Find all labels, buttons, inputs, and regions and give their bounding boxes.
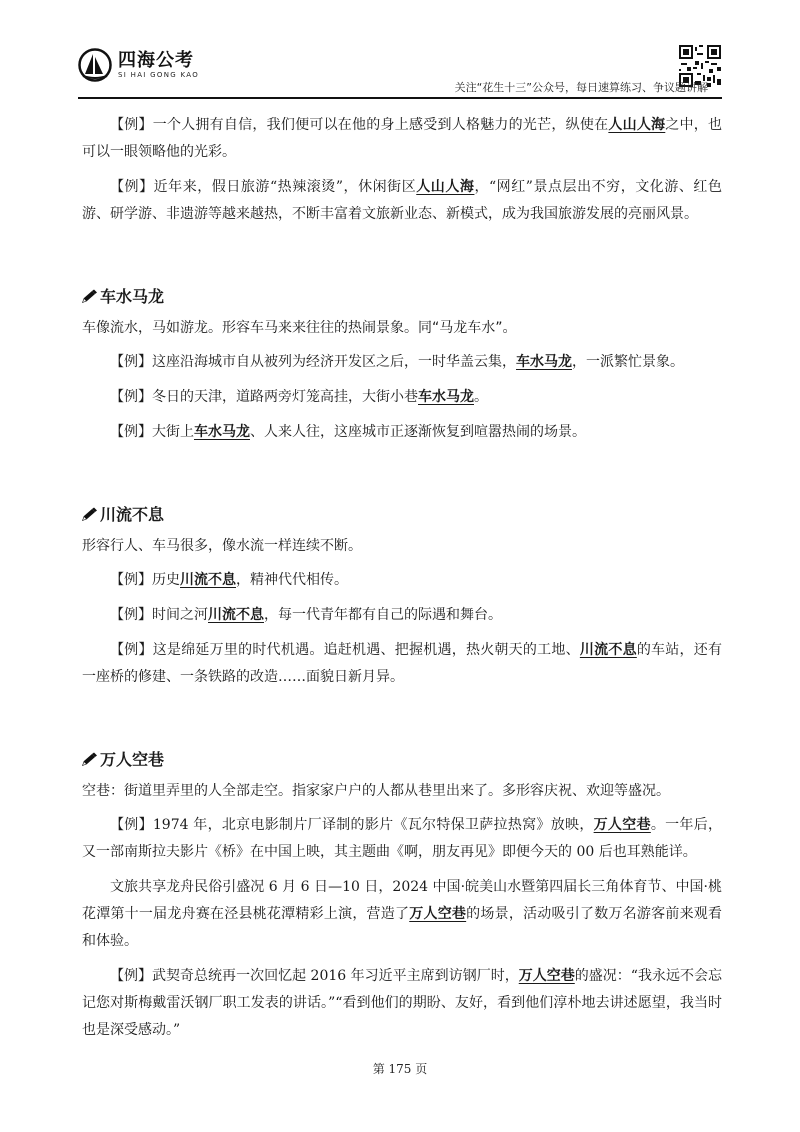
idiom-keyword: 万人空巷	[518, 968, 575, 984]
example-sentence: 【例】这是绵延万里的时代机遇。追赶机遇、把握机遇，热火朝天的工地、川流不息的车站，还有一座桥的修建、一条铁路的改造……面貌日新月异。	[82, 642, 723, 685]
idiom-keyword: 川流不息	[579, 642, 637, 658]
brand-subtitle: SI HAI GONG KAO	[118, 70, 200, 79]
header-divider	[78, 97, 722, 99]
example-sentence: 文旅共享龙舟民俗引盛况 6 月 6 日—10 日，2024 中国·皖美山水暨第四届长三角体育节、中国·桃花潭第十一届龙舟赛在泾县桃花潭精彩上演，营造了万人空巷的场景，活动吸引了数万名游客前来观看和体验。	[82, 879, 723, 949]
example-sentence: 【例】武契奇总统再一次回忆起 2016 年习近平主席到访钢厂时，万人空巷的盛况：“我永远不会忘记您对斯梅戴雷沃钢厂职工发表的讲话。”“看到他们的期盼、友好，看到他们淳朴地去讲述愿望，我当时也是深受感动。”	[82, 968, 722, 1038]
page-header	[0, 0, 800, 100]
example-sentence: 【例】这座沿海城市自从被列为经济开发区之后，一时华盖云集，车水马龙，一派繁忙景象。	[110, 354, 684, 370]
idiom-keyword: 川流不息	[208, 607, 264, 623]
pencil-icon	[82, 289, 98, 303]
idiom-definition: 形容行人、车马很多，像水流一样连续不断。	[82, 538, 362, 554]
page-number: 第 175 页	[372, 1062, 428, 1076]
example-sentence: 【例】一个人拥有自信，我们便可以在他的身上感受到人格魅力的光芒，纵使在人山人海之中，也可以一眼领略他的光彩。	[82, 117, 723, 160]
idiom-heading	[82, 502, 722, 525]
page-content	[82, 112, 722, 1044]
idiom-heading	[82, 747, 722, 770]
idiom-keyword: 车水马龙	[516, 354, 572, 370]
idiom-title: 车水马龙	[100, 287, 165, 306]
idiom-keyword: 川流不息	[180, 572, 236, 588]
idiom-title: 川流不息	[100, 505, 165, 524]
pencil-icon	[82, 752, 98, 766]
idiom-definition: 车像流水，马如游龙。形容车马来来往往的热闹景象。同“马龙车水”。	[82, 320, 517, 336]
pencil-icon	[82, 507, 98, 521]
example-sentence: 【例】冬日的天津，道路两旁灯笼高挂，大街小巷车水马龙。	[110, 389, 488, 405]
idiom-definition: 空巷：街道里弄里的人全部走空。指家家户户的人都从巷里出来了。多形容庆祝、欢迎等盛况。	[82, 783, 670, 799]
brand-logo	[78, 48, 199, 82]
idiom-title: 万人空巷	[100, 750, 165, 769]
idiom-keyword: 万人空巷	[593, 817, 651, 833]
example-sentence: 【例】1974 年，北京电影制片厂译制的影片《瓦尔特保卫萨拉热窝》放映，万人空巷。一年后，又一部南斯拉夫影片《桥》在中国上映，其主题曲《啊，朋友再见》即便今天的 00 后也耳熟能详。	[82, 817, 723, 860]
example-sentence: 【例】时间之河川流不息，每一代青年都有自己的际遇和舞台。	[110, 607, 502, 623]
example-sentence: 【例】近年来，假日旅游“热辣滚烫”，休闲街区人山人海，“网红”景点层出不穷，文化游、红色游、研学游、非遗游等越来越热，不断丰富着文旅新业态、新模式，成为我国旅游发展的亮丽风景。	[82, 179, 722, 222]
idiom-keyword: 车水马龙	[194, 424, 250, 440]
header-slogan: 关注“花生十三”公众号，每日速算练习、争议题讲解	[454, 81, 708, 94]
idiom-keyword: 车水马龙	[418, 389, 474, 405]
sailboat-logo-icon	[78, 48, 112, 82]
idiom-keyword: 人山人海	[608, 117, 666, 133]
idiom-keyword: 万人空巷	[409, 906, 467, 922]
brand-name: 四海公考	[118, 49, 194, 71]
idiom-keyword: 人山人海	[416, 179, 475, 195]
example-sentence: 【例】大街上车水马龙、人来人往，这座城市正逐渐恢复到喧嚣热闹的场景。	[110, 424, 586, 440]
idiom-heading	[82, 284, 722, 307]
example-sentence: 【例】历史川流不息，精神代代相传。	[110, 572, 348, 588]
